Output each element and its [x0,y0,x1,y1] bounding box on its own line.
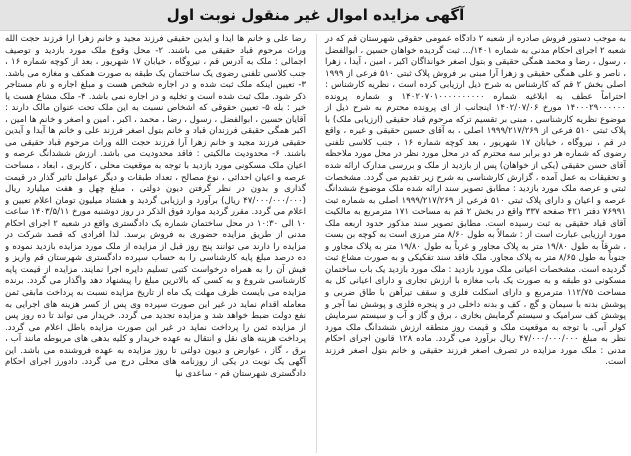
text-column-left [5,34,306,453]
paragraph-right: به موجب دستور فروش صادره از شعبه ۲ دادگاه عمومی حقوقی شهرستان قم که در شعبه ۲ اجرای احکام مدنی به شماره ۱۴۰۱/... ثبت گردیده خواهان حسین ، ابوالفضل ، رسول ، رضا و محمد همگی حقیقی و بتول اصغر خوانداگان اکبر ، امین ، آیدا ، زهرا ، ناصر و علی همگی حقیقی و زهرا آرا مبنی بر فروش پلاک ثبتی ۵۱۰ فرعی از ۱۹۹۹ اصلی بخش ۲ قم که کارشناس به شرح ذیل ارزیابی کرده است ، نظریه کارشناس : احتراماً عطف به ابلاغیه شماره ۱۴۰۲۰۷۰۱۰۰۰۰۰۰۰۰۰۰ و شماره پرونده ۱۴۰۰۰۲۹۰۰۰۰۰۰ مورخ ۱۴۰۲/۰۷/۰۶ اینجانب از ای پرونده محترم به شرح ذیل از موضوع نظریه کارشناسی ، مبنی بر تقسیم ترکه مرحوم قباد حقیقی (ارزیابی ملک) با پلاک ثبتی ۵۱۰ فرعی از ۱۹۹۹/۲۱۷/۲۶۹ اصلی ، به آقای حسین حقیقی و غیره ، واقع در قم ، نیروگاه ، خیابان ۱۷ شهریور ، بعد کوچه شماره ۱۶ ، جنب کلاسی تلفنی رضوی که شماره هر دو برابر سه محترم که در محل مورد نظر در محل مورد ملاحظه آقای حسن حقیقی (یکی از خواهان) پس از بازدید از ملک و بررسی مدارک ارائه شده و تحقیقات به عمل آمده ، گزارش کارشناسی به شرح زیر تقدیم می گردد. مشخصات ثبتی و عرصه ملک مورد بازدید : مطابق تصویر سند ارائه شده ملک موضوع ششدانگ عرصه و اعیان و دارای پلاک ثبتی ۵۱۰ فرعی از ۱۹۹۹/۲۱۷/۲۶۹ اصلی به شماره ثبت ۷۶۹۹۱ دفتر ۴۲۱ صفحه ۳۳۷ واقع در بخش ۲ قم به مساحت ۱۷۱ مترمربع به مالکیت آقای قباد حقیقی به ثبت رسیده است. مطابق تصویر سند مذکور حدود اربعه ملک مورد ارزیابی عبارت است از : شمالاً به طول ۸/۶۰ متر مرزی است به کوچه بن بست ، شرقاً به طول ۱۹/۸۰ متر به پلاک مجاور و غرباً به طول ۱۹/۸۰ متر به پلاک مجاور و جنوباً به طول ۸/۶۵ متر به پلاک مجاور. ملک فاقد سند تفکیکی و به صورت مشاع ثبت گردیده است. مشخصات اعیانی ملک مورد بازدید : ملک مورد بازدید یک باب ساختمان مسکونی دو طبقه و به صورت یک باب مغازه با ارزش تجاری و دارای اعیانی کل به مساحت ۱۱۲/۷۵ مترمربع و دارای اسکلت فلزی و سقف تیرآهن با طاق ضربی و پوشش بدنه با سیمان و گچ ، کف و بدنه داخلی در و پنجره فلزی و پوشش نما آجر و پوشش کف سرامیک و سیستم گرمایش بخاری ، برق و گاز و آب و سیستم سرمایش کولر آبی. با توجه به موقعیت ملک و قیمت روز منطقه ارزش ششدانگ ملک مورد نظر به مبلغ ۴۷/۰۰۰/۰۰۰/۰۰۰ ریال برآورد می گردد. ماده ۱۲۸ قانون اجرای احکام مدنی : ملک مورد مزایده در تصرف اصغر فرزند حقیقی و خانم بتول اصغر فرزند است. [325,34,626,368]
page-title: آگهی مزایده اموال غیر منقول نوبت اول [166,6,465,24]
paragraph-left: رضا علی و خانم ها آیدا و آیدین حقیقی فرزند مجید و خانم زهرا آرا فرزند حجت الله وراث مرحوم قباد حقیقی می باشند. ۲- محل وقوع ملک مورد بازدید و توصیف اجمالی : ملک به آدرس قم ، نیروگاه ، خیابان ۱۷ شهریور ، بعد از کوچه شماره ۱۶ ، جنب کلاسی تلفنی رضوی یک ساختمان یک طبقه به صورت همکف و مغازه می باشد. ۳- تعیین اینکه ملک ثبت شده و در اجاره شخص هست و مبلغ اجاره و نام مستاجر ذکر شود. ملک ثبت شده است و تخلیه و در اجاره نمی باشد. ۴- ملک مشاع هست یا خیر : بله ۵- تعیین حقوقی که اشخاص نسبت به این ملک تحت عنوان مالک دارند : آقایان حسین ، ابوالفضل ، رسول ، رضا ، محمد ، اکبر ، امین و اصغر و خانم ها امین ، اکبر همگی حقیقی فرزندان قباد و خانم بتول اصغر فرزند علی و خانم ها آیدا و آیدین حقیقی فرزند مجید و خانم زهرا آرا فرزند حجت الله وراث مرحوم قباد حقیقی می باشند. ۶- محدودیت مالکیتی : فاقد محدودیت می باشد. ارزش ششدانگ عرصه و اعیان ملک مسکونی مورد بازدید با توجه به موقعیت محلی ، کاربری ، ابعاد ، مساحت عرصه و اعیان احداثی ، نوع مصالح ، تعداد طبقات و دیگر عوامل تاثیر گذار در قیمت گذاری و بدون در نظر گرفتن دیون دولتی ، مبلغ چهل و هفت میلیارد ریال (۴۷/۰۰۰/۰۰۰/۰۰۰ ریال) برآورد و ارزیابی گردید و هشتاد میلیون تومان اعلام تعیین و اعلام می گردد. مقرر گردید موارد فوق الذکر در روز دوشنبه مورخ ۱۴۰۳/۵/۱۱ ساعت ۱۰ الی ۱۰:۳۰ در محل ساختمان شماره یک دادگستری واقع در شعبه ۲ اجرای احکام مدنی از طریق مزایده حضوری به فروش برسد. لذا افرادی که قصد شرکت در مزایده را دارند می توانند پنج روز قبل از مزایده از ملک مورد مزایده بازدید نموده و ده درصد مبلغ پایه کارشناسی را به حساب سپرده دادگستری شهرستان قم واریز و فیش آن را به همراه درخواست کتبی تسلیم دایره اجرا نمایند. مزایده از قیمت پایه کارشناسی شروع و به کسی که بالاترین مبلغ را پیشنهاد دهد واگذار می گردد. برنده مزایده می بایست ظرف مهلت یک ماه از تاریخ مزایده نسبت به پرداخت مابقی ثمن معامله اقدام نماید در غیر این صورت سپرده وی پس از کسر هزینه های اجرایی به نفع دولت ضبط خواهد شد و مزایده تجدید می گردد. خریدار می تواند تا ده روز پس از مزایده ثمن را پرداخت نماید در غیر این صورت مزایده باطل اعلام می گردد. پرداخت هزینه های نقل و انتقال به عهده خریدار و کلیه بدهی های مربوطه مانند آب ، برق ، گاز ، عوارض و دیون دولتی تا روز مزایده به عهده فروشنده می باشد. این آگهی یک نوبت در یکی از روزنامه های محلی درج می گردد. دادورز اجرای احکام دادگستری شهرستان قم - ساعدی نیا [5,34,306,379]
text-column-right [316,34,626,453]
title-bar [0,0,631,31]
body-content [5,34,626,453]
